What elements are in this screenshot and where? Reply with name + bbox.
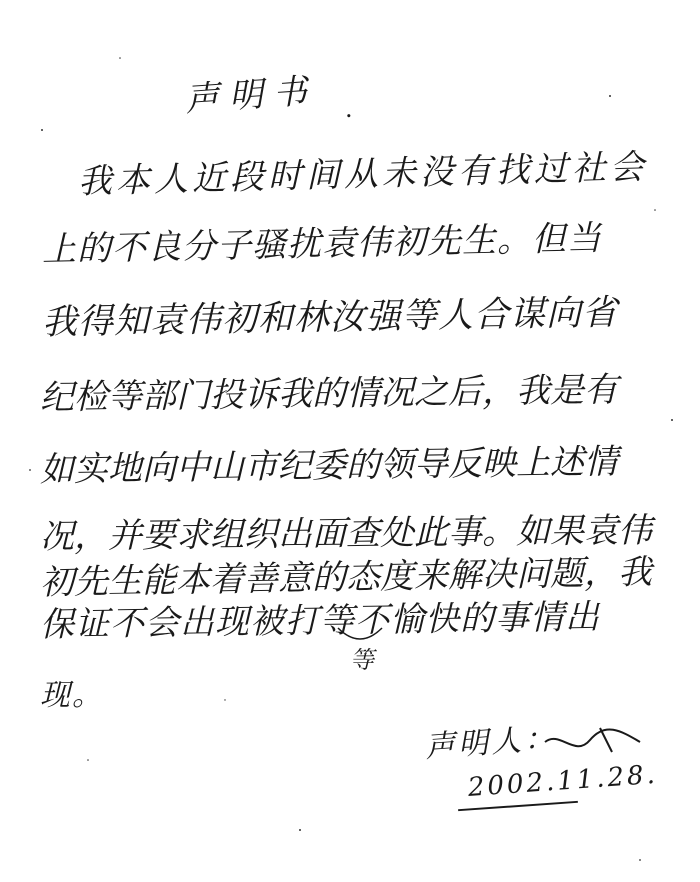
text-line-1: 我本人近段时间从未没有找过社会 [77, 147, 649, 202]
text-line-7: 初先生能本着善意的态度来解决问题，我 [39, 552, 653, 603]
text-line-6: 况，并要求组织出面查处此事。如果袁伟 [39, 510, 653, 557]
signature-date: 2002.11.28. [466, 759, 659, 803]
signature-label: 声明人： [424, 720, 559, 765]
text-line-9: 现。 [40, 678, 104, 713]
text-line-5: 如实地向中山市纪委的领导反映上述情 [39, 441, 619, 490]
text-line-3: 我得知袁伟初和林汝强等人合谋向省 [41, 292, 619, 343]
title-dot: . [345, 95, 353, 123]
text-line-4: 纪检等部门投诉我的情况之后，我是有 [39, 369, 619, 418]
signature-scribble [545, 728, 640, 752]
document-title: 声明书 [183, 70, 319, 120]
insertion-text: 等 [350, 646, 374, 674]
text-line-8: 保证不会出现被打等不愉快的事情出 [39, 597, 601, 645]
text-line-2: 上的不良分子骚扰袁伟初先生。但当 [41, 218, 603, 270]
